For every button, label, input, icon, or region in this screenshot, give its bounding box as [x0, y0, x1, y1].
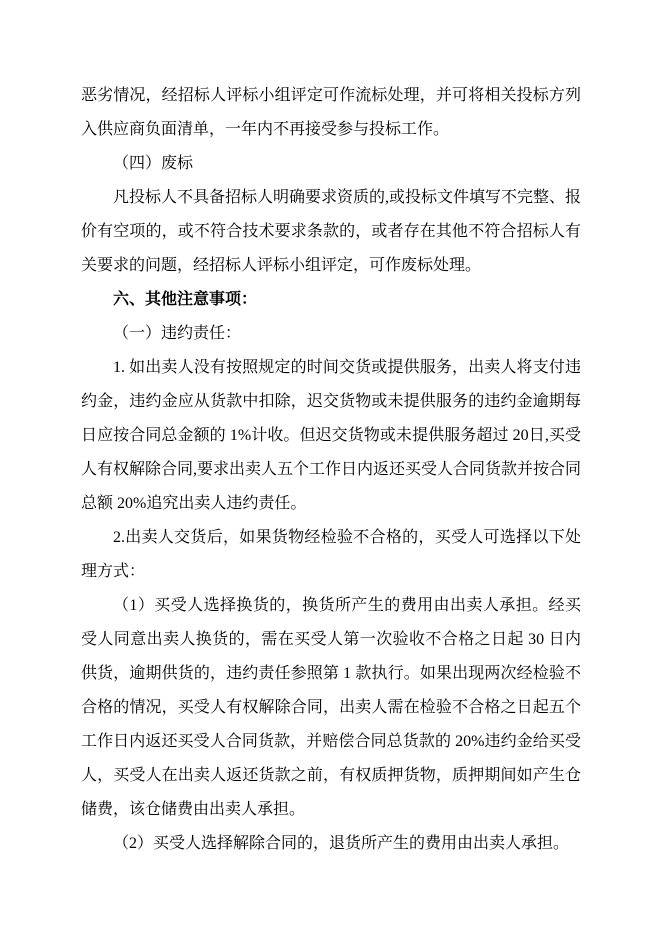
- body-paragraph: 2.出卖人交货后，如果货物经检验不合格的，买受人可选择以下处理方式：: [81, 529, 581, 580]
- subsection-heading: （一）违约责任：: [113, 325, 242, 342]
- body-paragraph: 1. 如出卖人没有按照规定的时间交货或提供服务，出卖人将支付违约金，违约金应从货款中扣除，迟交货物或未提供服务的违约金逾期每日应按合同总金额的 1%计收。但迟交货物或未提供服务超过 20日,买受人有权解除合同,要求出卖人五个工作日内返还买受人合同货款并按合同总额 20%追究出卖人违约责任。: [81, 359, 582, 512]
- body-paragraph: （1）买受人选择换货的，换货所产生的费用由出卖人承担。经买受人同意出卖人换货的，需在买受人第一次验收不合格之日起 30 日内供货，逾期供货的，违约责任参照第 1 款执行。如果出现两次经检验不合格的情况，买受人有权解除合同，出卖人需在检验不合格之日起五个工作日内返还买受人合同货款，并赔偿合同总货款的 20%违约金给买受人，买受人在出卖人返还货款之前，有权质押货物，质押期间如产生仓储费，该仓储费由出卖人承担。: [81, 597, 581, 818]
- continuation-paragraph: 恶劣情况，经招标人评标小组评定可作流标处理，并可将相关投标方列入供应商负面清单，一年内不再接受参与投标工作。: [81, 87, 581, 138]
- body-paragraph: （2）买受人选择解除合同的，退货所产生的费用由出卖人承担。: [113, 835, 570, 852]
- subsection-heading: （四）废标: [113, 155, 194, 172]
- section-heading: 六、其他注意事项：: [113, 291, 258, 308]
- body-paragraph: 凡投标人不具备招标人明确要求资质的,或投标文件填写不完整、报价有空项的，或不符合技术要求条款的，或者存在其他不符合招标人有关要求的问题，经招标人评标小组评定，可作废标处理。: [81, 189, 582, 274]
